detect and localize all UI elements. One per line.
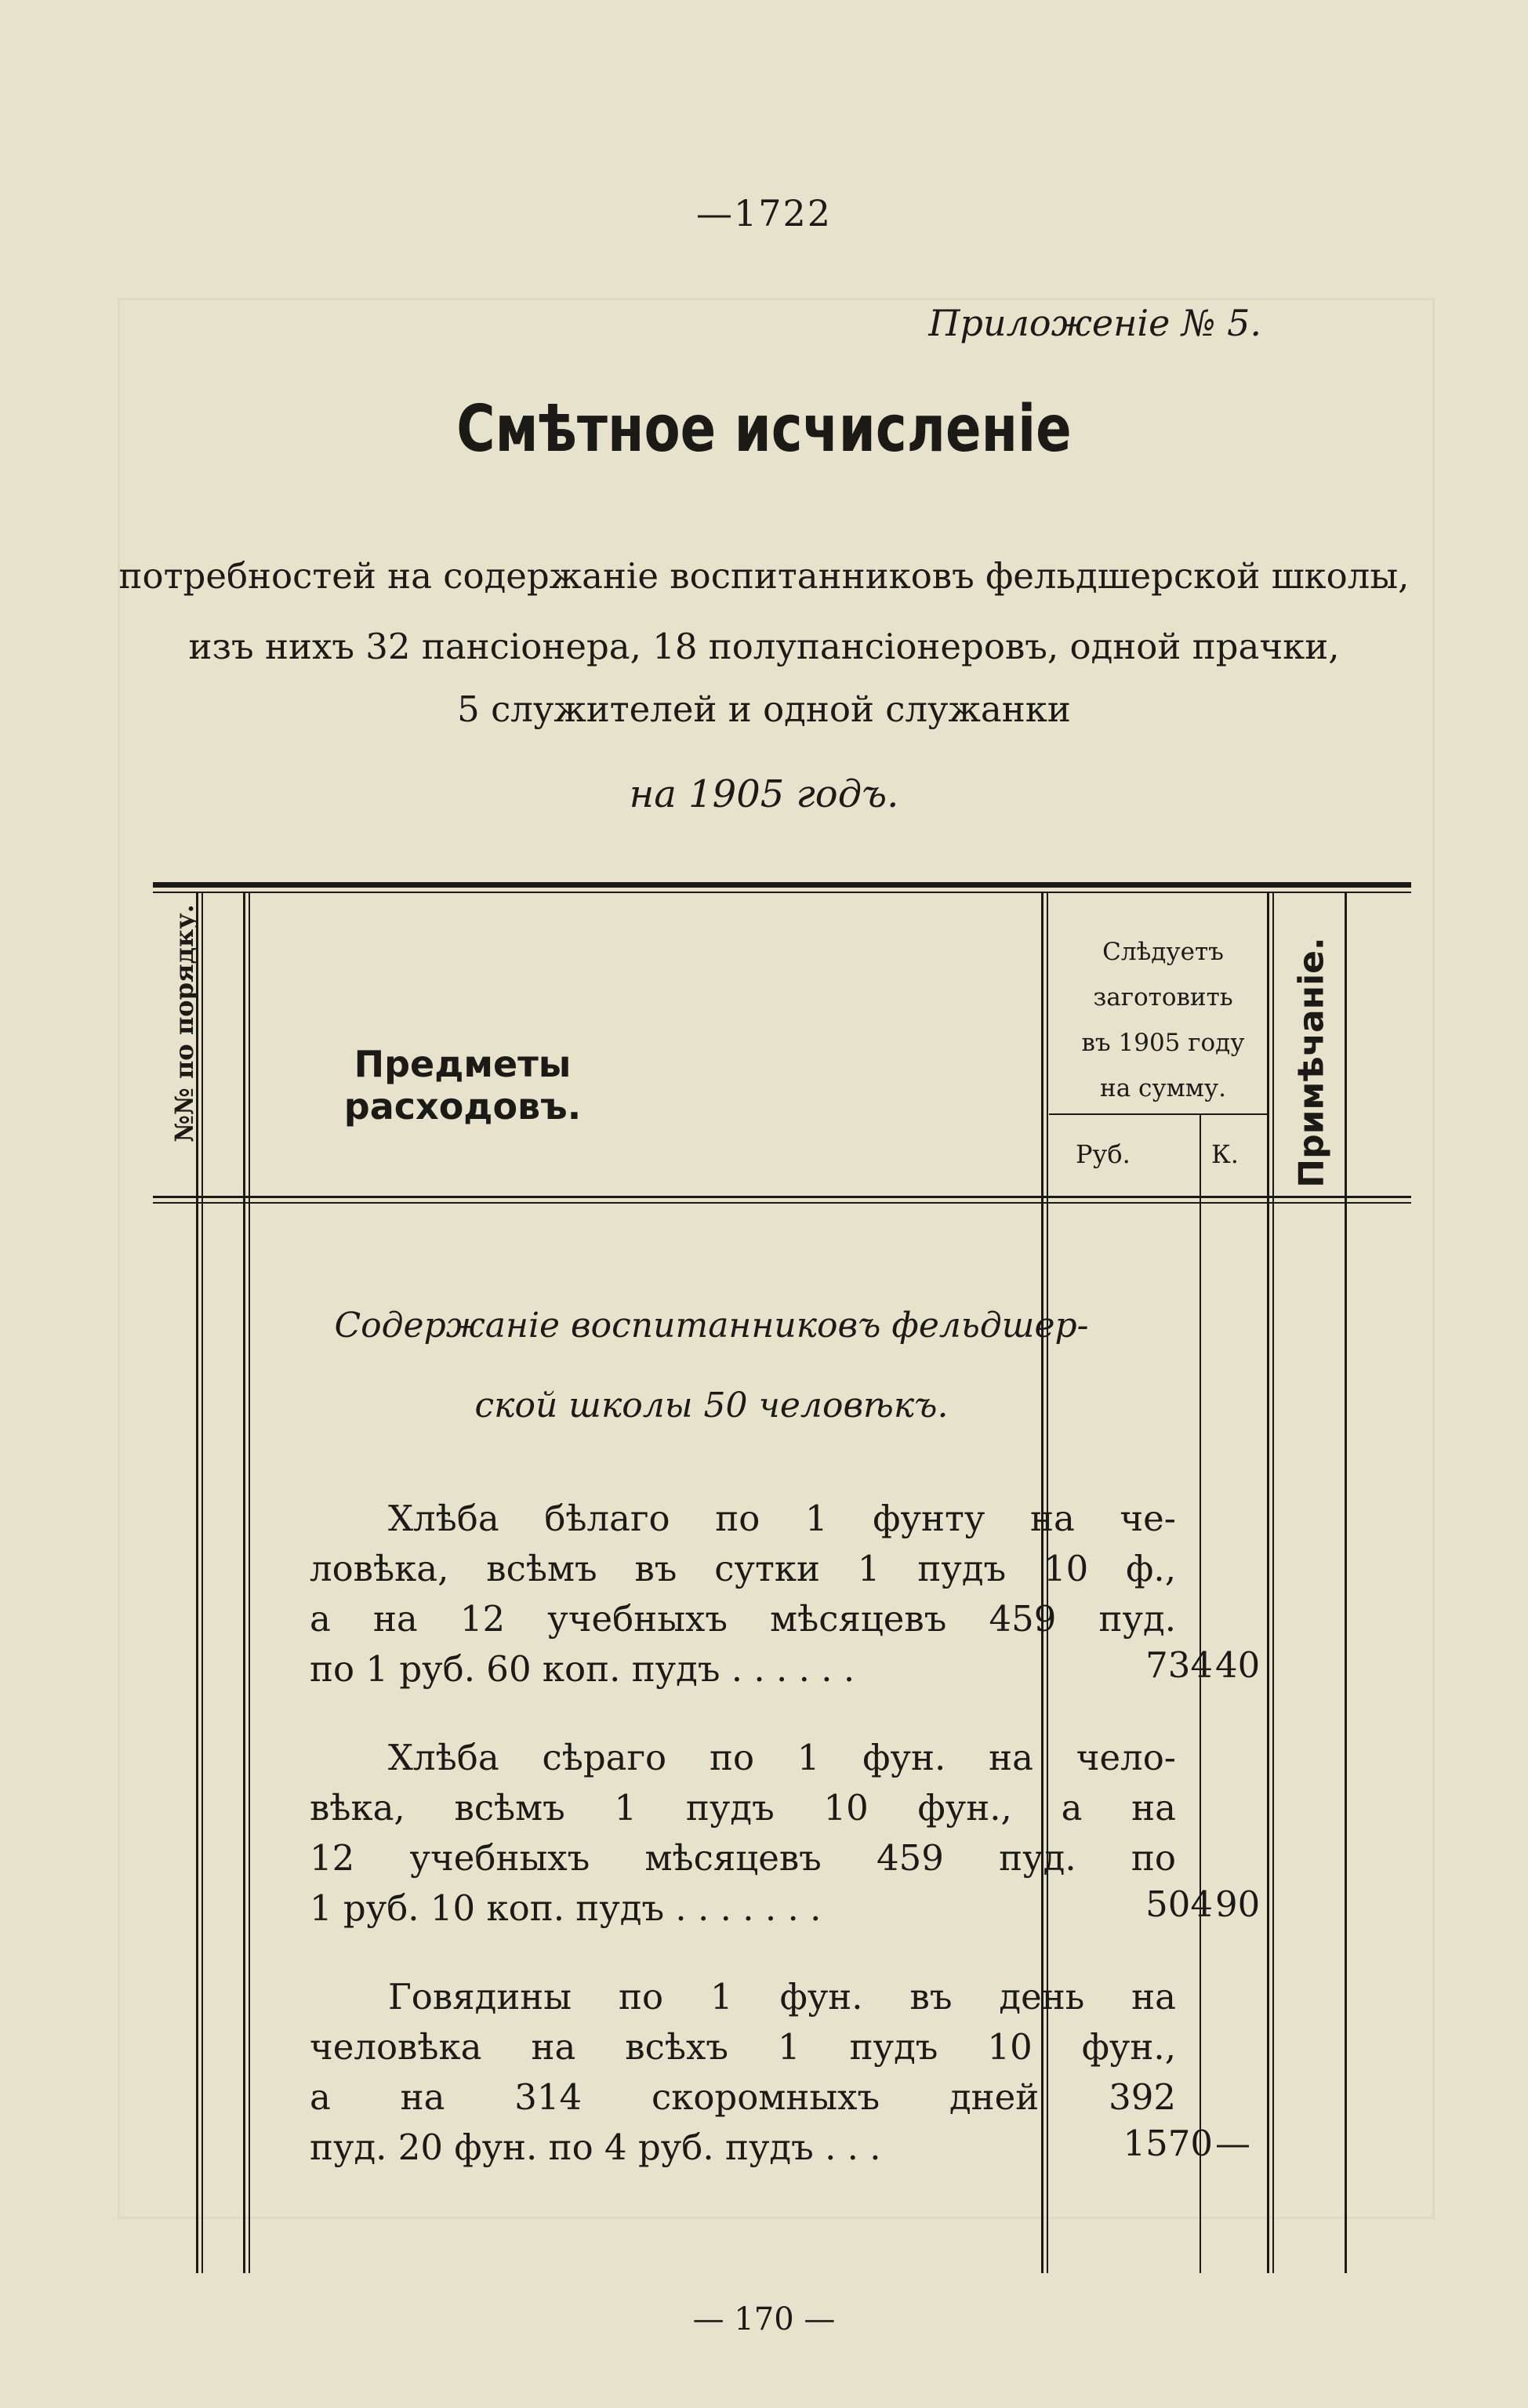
subtitle-line-3: 5 служителей и одной служанки [457,688,1071,730]
row-amount-kopecks: 40 [1215,1644,1261,1686]
year-line: на 1905 годъ. [629,772,899,816]
col-num-right-thin-rule [249,893,250,2273]
header-sum-line: Слѣдуетъ [1102,938,1224,966]
header-sum [1047,929,1279,1111]
page-number: — 170 — [692,2301,836,2337]
row-line: по 1 руб. 60 коп. пудъ . . . . . . [310,1648,855,1690]
row-line: ловѣка, всѣмъ въ сутки 1 пудъ 10 ф., [310,1548,1176,1589]
row-line: вѣка, всѣмъ 1 пудъ 10 фун., а на [310,1787,1176,1829]
row-line: пуд. 20 фун. по 4 руб. пудъ . . . [310,2127,881,2168]
expense-table [153,882,1411,2270]
table-top-thin-rule [153,892,1411,893]
document-title: Смѣтное исчисленіе [456,392,1072,467]
header-note: Примѣчаніе. [1291,937,1332,1188]
row-line: а на 12 учебныхъ мѣсяцевъ 459 пуд. [310,1598,1176,1640]
header-sum-line: на сумму. [1100,1074,1226,1102]
header-row-number: №№ по порядку. [169,904,199,1142]
row-amount-kopecks: — [1215,2123,1250,2164]
subtitle-line-2: изъ нихъ 32 пансіонера, 18 полупансіонеровъ, одной прачки, [188,626,1340,667]
section-title-line: ской школы 50 человѣкъ. [474,1386,949,1426]
col-num-right-rule [243,893,245,2273]
appendix-label: Приложеніе № 5. [928,302,1261,344]
header-sum-line: заготовить [1093,983,1233,1012]
row-line: а на 314 скоромныхъ дней 392 [310,2076,1176,2118]
row-line: человѣка на всѣхъ 1 пудъ 10 фун., [310,2026,1176,2068]
subtitle-line-1: потребностей на содержаніе воспитанниковъ фельдшерской школы, [118,555,1410,597]
col-note-right-rule [1345,893,1347,2273]
sum-header-divider [1049,1113,1268,1115]
row-amount-rubles: 1570 [1123,2123,1213,2164]
row-amount-rubles: 504 [1145,1883,1213,1925]
header-bottom-thin-rule [153,1202,1411,1204]
section-title-line: Содержаніе воспитанниковъ фельдшер- [334,1306,1089,1346]
header-sum-line: въ 1905 году [1081,1029,1245,1057]
row-amount-kopecks: 90 [1215,1883,1261,1925]
col-num-left-thin-rule [201,893,203,2273]
row-line: 12 учебныхъ мѣсяцевъ 459 пуд. по [310,1837,1176,1879]
table-top-rule [153,882,1411,888]
row-line: Хлѣба сѣраго по 1 фун. на чело- [388,1737,1176,1778]
section-title [259,1286,1164,1446]
rub-kop-divider [1200,1113,1201,2273]
row-line: Хлѣба бѣлаго по 1 фунту на че- [388,1498,1176,1539]
row-line: Говядины по 1 фун. въ день на [388,1976,1176,2018]
header-kopecks: К. [1211,1139,1239,1169]
row-amount-rubles: 734 [1145,1644,1213,1686]
header-expense-items: Предметы расходовъ. [343,1043,582,1128]
header-bottom-rule [153,1196,1411,1198]
row-line: 1 руб. 10 коп. пудъ . . . . . . . [310,1887,822,1929]
page-header: —1722 [695,192,833,234]
header-rubles: Руб. [1076,1139,1131,1169]
